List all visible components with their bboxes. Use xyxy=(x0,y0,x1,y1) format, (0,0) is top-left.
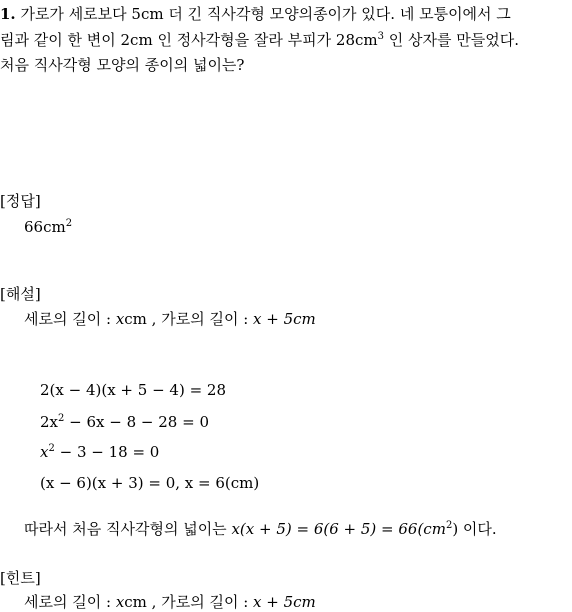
explanation-definition xyxy=(24,309,316,329)
equation-2 xyxy=(40,412,209,432)
problem-text-3: 처음 직사각형 모양의 종이의 넓이는? xyxy=(0,56,245,74)
equation-3-sup: 2 xyxy=(48,443,55,454)
explanation-def-a: 세로의 길이 : xyxy=(24,310,116,328)
hint-def-x: x xyxy=(115,593,125,611)
equation-3a: x xyxy=(40,443,49,461)
problem-text-2-sup: 3 xyxy=(377,31,384,42)
equation-4: (x − 6)(x + 3) = 0, x = 6(cm) xyxy=(40,474,260,492)
problem-line-1 xyxy=(0,4,511,24)
explanation-conclusion xyxy=(24,519,497,539)
answer-header: [정답] xyxy=(0,192,41,210)
equation-3b: − 3 − 18 = 0 xyxy=(54,443,160,461)
hint-def-b: cm , 가로의 길이 : xyxy=(124,593,254,611)
problem-text-2b: 인 상자를 만들었다. xyxy=(384,31,519,49)
answer-value xyxy=(24,217,72,237)
hint-header: [힌트] xyxy=(0,569,41,587)
conclusion-a: 따라서 처음 직사각형의 넓이는 xyxy=(24,520,232,538)
problem-text-2a: 림과 같이 한 변이 2cm 인 정사각형을 잘라 부피가 28cm xyxy=(0,31,378,49)
hint-def-a: 세로의 길이 : xyxy=(24,593,116,611)
equation-3 xyxy=(40,442,159,462)
equation-2b: − 6x − 8 − 28 = 0 xyxy=(64,413,209,431)
conclusion-sup: 2 xyxy=(445,520,453,531)
answer-value-text: 66cm xyxy=(24,218,66,236)
explanation-def-x: x xyxy=(115,310,125,328)
explanation-def-b: cm , 가로의 길이 : xyxy=(124,310,254,328)
conclusion-b: x(x + 5) = 6(6 + 5) = 66(cm xyxy=(231,520,446,538)
conclusion-c: ) 이다. xyxy=(452,520,497,538)
equation-2-sup: 2 xyxy=(58,413,65,424)
equation-2a: 2x xyxy=(40,413,59,431)
problem-text-1: 가로가 세로보다 5cm 더 긴 직사각형 모양의종이가 있다. 네 모퉁이에서 그 xyxy=(20,5,511,23)
explanation-def-c: x + 5cm xyxy=(253,310,316,328)
answer-value-sup: 2 xyxy=(65,218,73,229)
problem-number: 1. xyxy=(0,5,16,23)
explanation-header: [해설] xyxy=(0,285,41,303)
problem-line-3 xyxy=(0,55,244,75)
hint-definition xyxy=(24,592,316,612)
hint-def-c: x + 5cm xyxy=(253,593,316,611)
problem-line-2 xyxy=(0,30,519,50)
equation-1: 2(x − 4)(x + 5 − 4) = 28 xyxy=(40,381,227,399)
